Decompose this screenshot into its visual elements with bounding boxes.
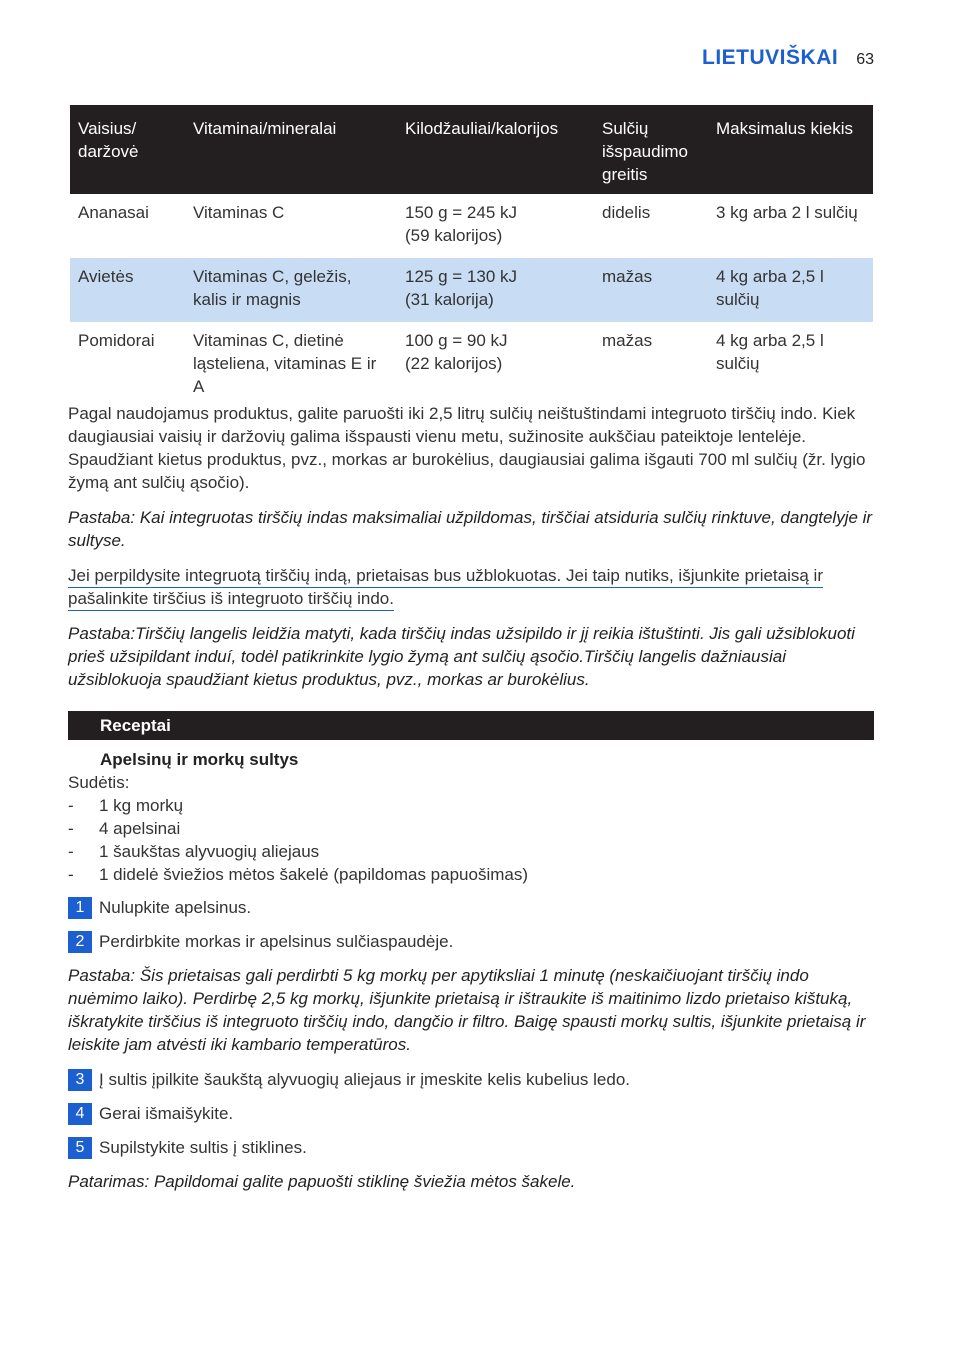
ingredient-text: 1 didelė šviežios mėtos šakelė (papildomas papuošimas)	[99, 865, 528, 884]
list-item: - 1 kg morkų	[68, 796, 184, 815]
ingredient-text: 4 apelsinai	[99, 819, 181, 838]
list-item: - 4 apelsinai	[68, 819, 181, 838]
capacity-paragraph: Pagal naudojamus produktus, galite paruošti iki 2,5 litrų sulčių neištuštindami integruoto tirščių indo. Kiek daugiausiai vaisių ir daržovių galima išspausti vienu metu, sužinosite aukščiau pateiktoje lentelėje. Spaudžiant kietus produktus, pvz., morkas ar burokėlius, daugiausiai galima išgauti 700 ml sulčių (žr. lygio žymą ant sulčių ąsočio).	[68, 404, 866, 492]
ingredients-label: Sudėtis:	[68, 773, 130, 792]
step-number: 4	[68, 1103, 92, 1125]
table-header-row	[70, 105, 873, 194]
recipe-step	[68, 1068, 874, 1091]
pulp-window-note: Pastaba:Tirščių langelis leidžia matyti, kada tirščių indas užsipildo ir jį reikia ištuštinti. Jis gali užsiblokuoti prieš užsipildant induí, todėl patikrinkite lygio žymą ant sulčių ąsočio.Tirščių langelis dažniausiai užsiblokuoja spaudžiant kietus produktus, pvz., morkas ar burokėlius.	[68, 624, 855, 689]
recipe-step	[68, 1136, 874, 1159]
processing-note: Pastaba: Šis prietaisas gali perdirbti 5 kg morkų per apytiksliai 1 minutę (neskaičiuojant tirščių indo nuėmimo laiko). Perdirbę 2,5 kg morkų, išjunkite prietaisą ir ištraukite iš maitinimo lizdo prietaiso kištuką, iškratykite tirščius iš integruoto tirščių indo, dangčio ir filtro. Baigę spausti morkų sultis, išjunkite prietaisą ir leiskite jam atvėsti iki kambario temperatūros.	[68, 966, 866, 1054]
table-cell: mažas	[594, 258, 708, 322]
list-item: - 1 didelė šviežios mėtos šakelė (papildomas papuošimas)	[68, 865, 528, 884]
list-item: - 1 šaukštas alyvuogių aliejaus	[68, 842, 320, 861]
table-cell: Vitaminas C	[193, 203, 285, 222]
ingredient-text: 1 šaukštas alyvuogių aliejaus	[99, 842, 320, 861]
column-header-produce: Vaisius/ daržovė	[70, 105, 185, 194]
column-header-energy: Kilodžauliai/kalorijos	[397, 105, 594, 194]
recipe-step	[68, 896, 874, 919]
step-number: 5	[68, 1137, 92, 1159]
step-number: 1	[68, 897, 92, 919]
recipe-step	[68, 930, 874, 953]
table-row	[70, 258, 873, 322]
step-text: Nulupkite apelsinus.	[99, 898, 252, 917]
table-cell: 125 g = 130 kJ (31 kalorija)	[397, 258, 594, 322]
table-cell: Avietės	[70, 258, 185, 322]
garnish-tip: Patarimas: Papildomai galite papuošti stiklinę šviežia mėtos šakele.	[68, 1172, 576, 1191]
recipe-step	[68, 1102, 874, 1125]
ingredient-text: 1 kg morkų	[99, 796, 184, 815]
page-number: 63	[856, 51, 874, 68]
recipe-title: Apelsinų ir morkų sultys	[100, 750, 299, 769]
step-number: 3	[68, 1069, 92, 1091]
step-number: 2	[68, 931, 92, 953]
table-cell: 3 kg arba 2 l sulčių	[716, 203, 858, 222]
table-cell: Ananasai	[78, 203, 149, 222]
overfill-warning	[68, 564, 874, 610]
column-header-speed: Sulčių išspaudimo greitis	[594, 105, 708, 194]
produce-table	[70, 105, 873, 409]
language-label: LIETUVIŠKAI	[702, 46, 839, 69]
page-content	[68, 402, 874, 1205]
step-text: Supilstykite sultis į stiklines.	[99, 1138, 307, 1157]
table-cell: 150 g = 245 kJ (59 kalorijos)	[405, 203, 518, 245]
table-cell: didelis	[602, 203, 651, 222]
ingredients-list	[68, 794, 874, 886]
table-cell: 100 g = 90 kJ (22 kalorijos)	[405, 331, 508, 373]
step-text: Į sultis įpilkite šaukštą alyvuogių aliejaus ir įmeskite kelis kubelius ledo.	[99, 1070, 631, 1089]
column-header-vitamins: Vitaminai/mineralai	[185, 105, 397, 194]
column-header-max: Maksimalus kiekis	[708, 105, 873, 194]
table-cell: Vitaminas C, dietinė ląsteliena, vitaminas E ir A	[193, 331, 377, 396]
table-cell: Pomidorai	[78, 331, 155, 350]
table-cell: mažas	[602, 331, 653, 350]
table-cell: 4 kg arba 2,5 l sulčių	[708, 258, 873, 322]
table-cell: Vitaminas C, geležis, kalis ir magnis	[185, 258, 397, 322]
overfill-warning-text: Jei perpildysite integruotą tirščių indą, prietaisas bus užblokuotas. Jei taip nutiks, išjunkite prietaisą ir pašalinkite tirščius iš integruoto tirščių indo.	[68, 566, 823, 611]
table-row	[70, 194, 873, 258]
step-text: Gerai išmaišykite.	[99, 1104, 234, 1123]
step-text: Perdirbkite morkas ir apelsinus sulčiaspaudėje.	[99, 932, 454, 951]
table-row	[70, 322, 873, 409]
page-header	[702, 46, 874, 70]
pulp-overflow-note: Pastaba: Kai integruotas tirščių indas maksimaliai užpildomas, tirščiai atsiduria sulčių rinktuve, dangtelyje ir sultyse.	[68, 508, 873, 550]
section-header-recipes: Receptai	[68, 711, 874, 740]
table-cell: 4 kg arba 2,5 l sulčių	[716, 331, 824, 373]
